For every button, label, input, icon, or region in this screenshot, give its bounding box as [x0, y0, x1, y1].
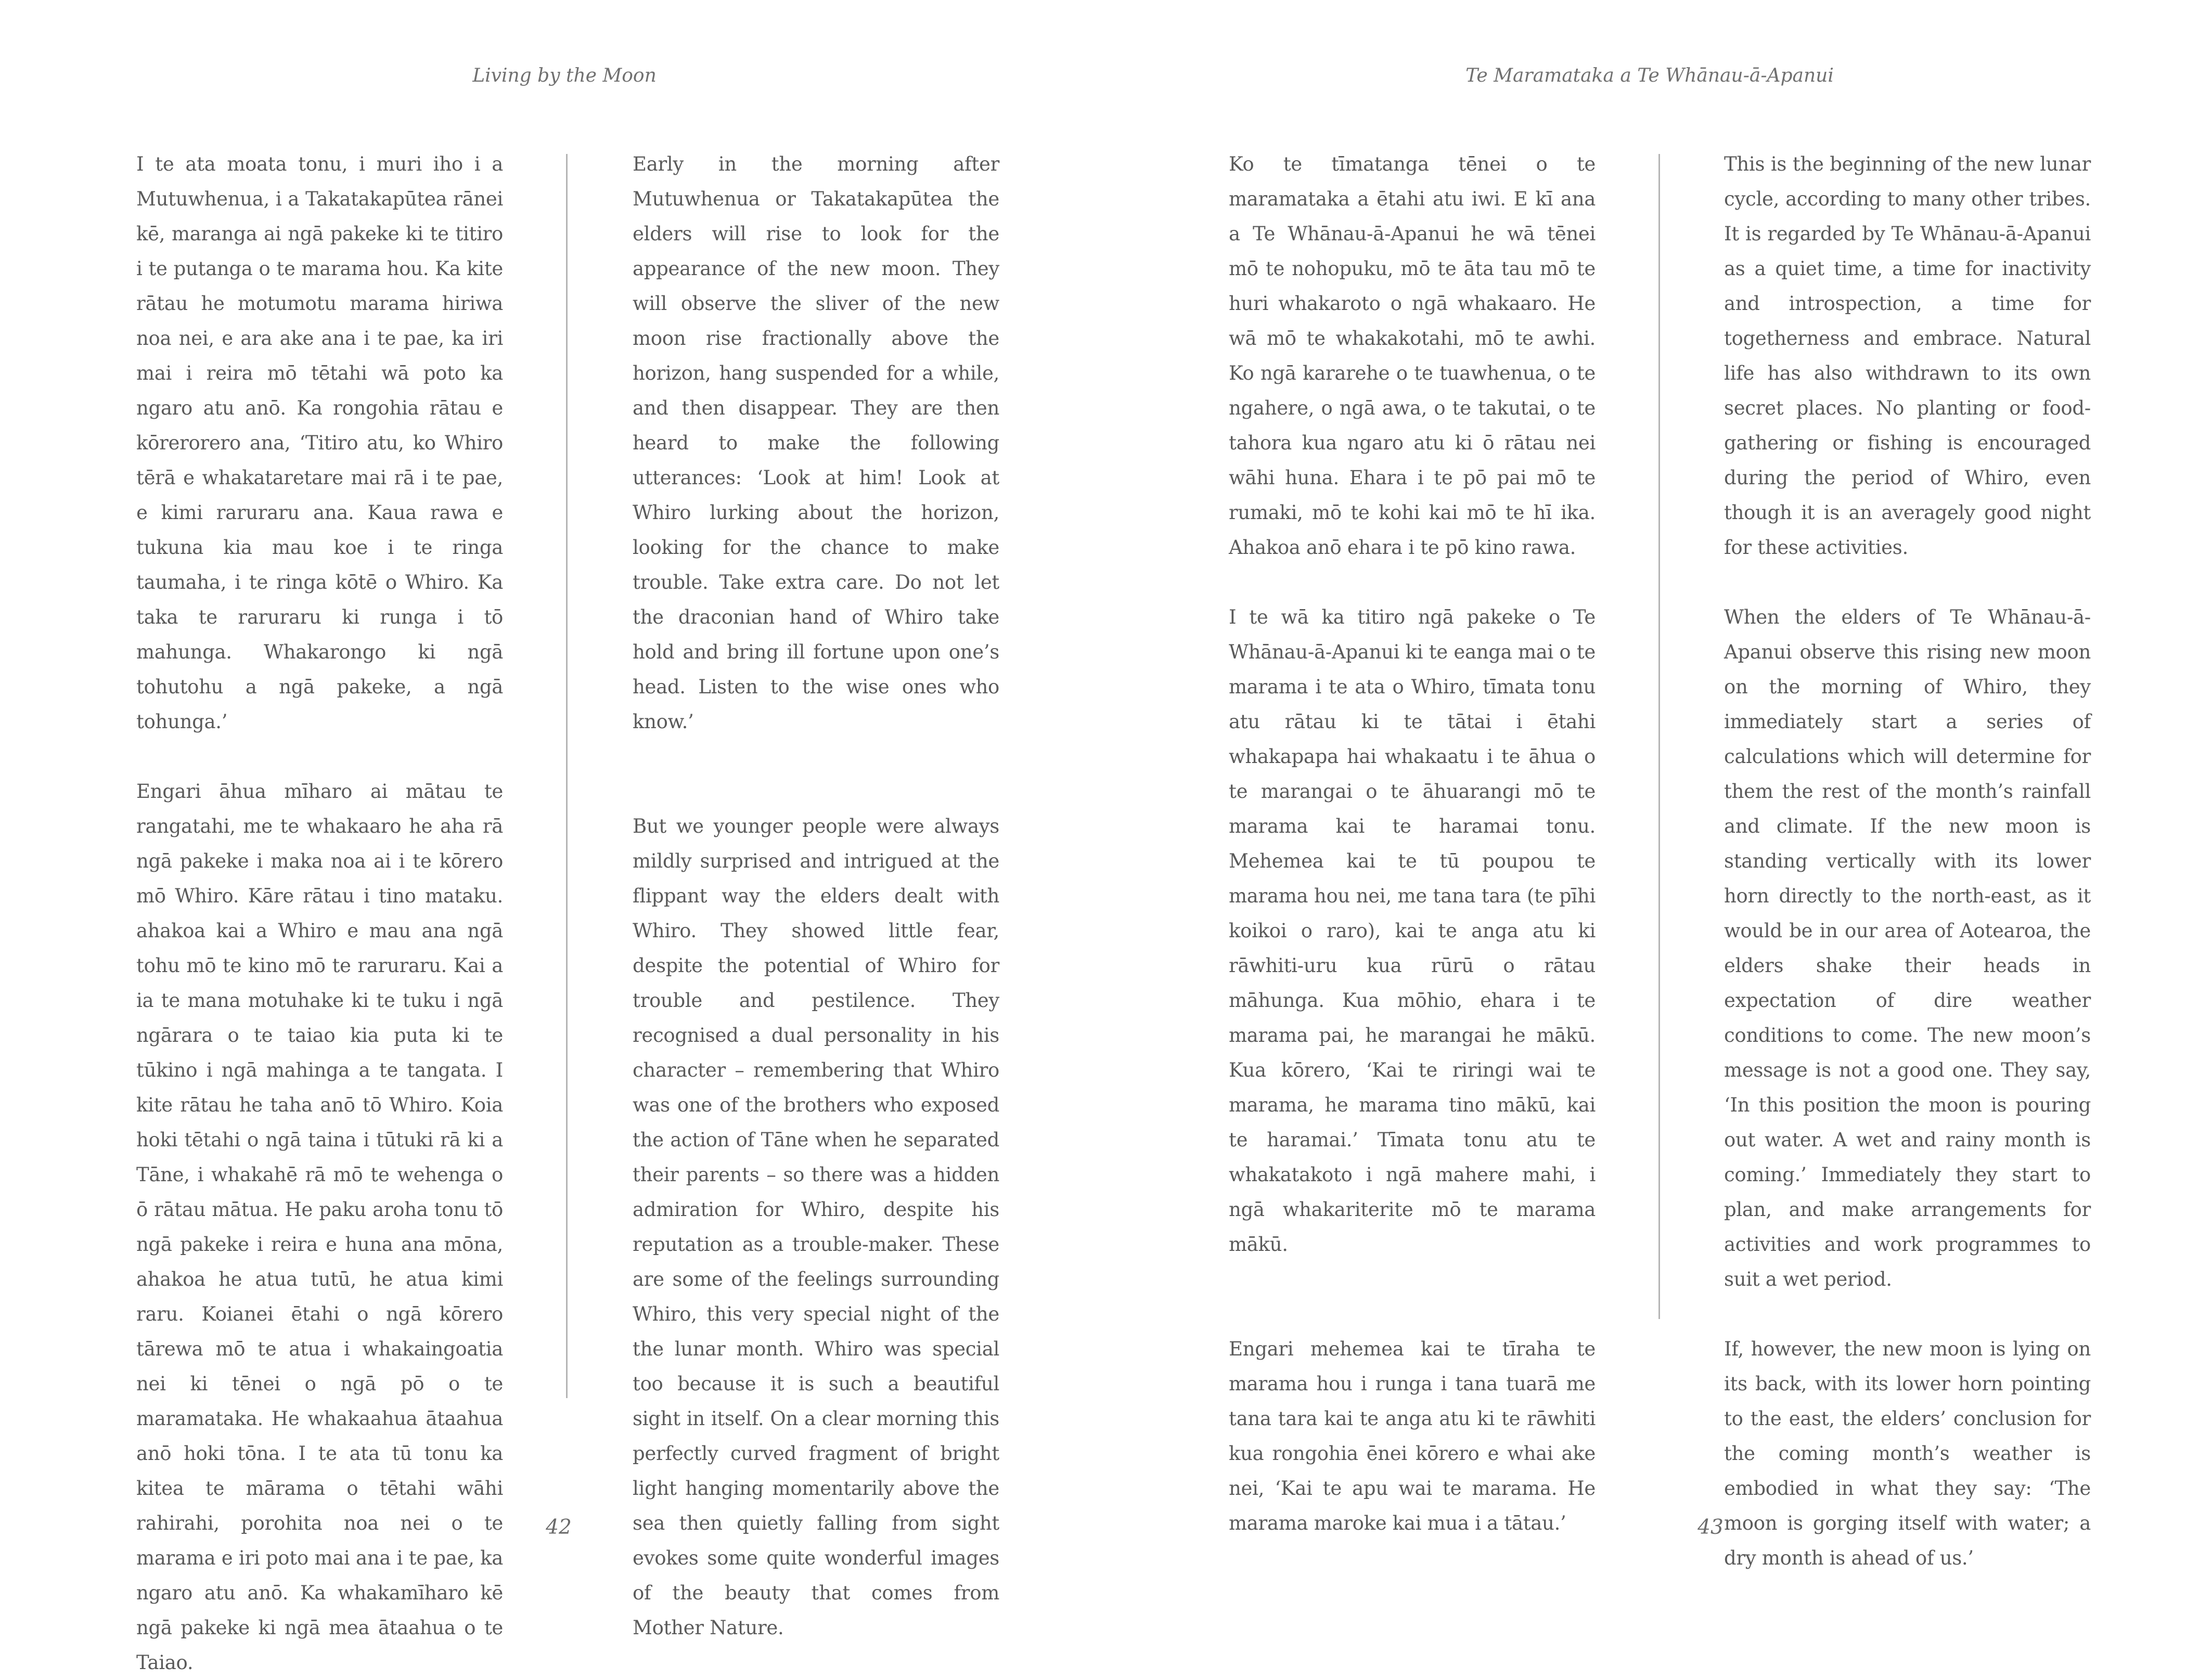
paragraph: This is the beginning of the new lunar cycle, according to many other tribes. It is regarded by Te Whānau-ā-Apanui as a quiet time, a time for inactivity and introspection, a time for togetherness and embrace. Natural life has also withdrawn to its own secret places. No planting or food-gathering or fishing is encouraged during the period of Whiro, even though it is an averagely good night for these activities.	[1724, 153, 2091, 559]
paragraph: Early in the morning after Mutuwhenua or Takatakapūtea the elders will rise to look for the appearance of the new moon. They will observe the sliver of the new moon rise fractionally above the horizon, hang suspended for a while, and then disappear. They are then heard to make the following utterances: ‘Look at him! Look at Whiro lurking about the horizon, looking for the chance to make trouble. Take extra care. Do not let the draconian hand of Whiro take hold and bring ill fortune upon one’s head. Listen to the wise ones who know.’	[633, 153, 999, 733]
maori-column-left	[136, 147, 503, 1680]
english-column-right	[1724, 147, 2091, 1575]
page-number-right: 43	[1697, 1516, 1724, 1539]
running-head-left: Living by the Moon	[472, 65, 657, 86]
maori-column-right	[1229, 147, 1596, 1541]
paragraph: Ko te tīmatanga tēnei o te maramataka a ētahi atu iwi. E kī ana a Te Whānau-ā-Apanui he wā tēnei mō te nohopuku, mō te āta tau mō te huri whakaroto o ngā whakaaro. He wā mō te whakakotahi, mō te awhi. Ko ngā kararehe o te tuawhenua, o te ngahere, o ngā awa, o te takutai, o te tahora kua ngaro atu ki ō rātau nei wāhi huna. Ehara i te pō pai mō te rumaki, mō te kohi kai mō te hī ika. Ahakoa anō ehara i te pō kino rawa.	[1229, 153, 1596, 559]
paragraph: But we younger people were always mildly surprised and intrigued at the flippant way the elders dealt with Whiro. They showed little fear, despite the potential of Whiro for trouble and pestilence. They recognised a dual personality in his character – remembering that Whiro was one of the brothers who exposed the action of Tāne when he separated their parents – so there was a hidden admiration for Whiro, despite his reputation as a trouble-maker. These are some of the feelings surrounding Whiro, this very special night of the the lunar month. Whiro was special too because it is such a beautiful sight in itself. On a clear morning this perfectly curved fragment of bright light hanging momentarily above the sea then quietly falling from sight evokes some quite wonderful images of the beauty that comes from Mother Nature.	[633, 815, 999, 1639]
right-page	[1106, 0, 2212, 1597]
paragraph: Engari mehemea kai te tīraha te marama hou i runga i tana tuarā me tana tara kai te anga atu ki te rāwhiti kua rongohia ēnei kōrero e whai ake nei, ‘Kai te apu wai te marama. He marama maroke kai mua i a tātau.’	[1229, 1338, 1596, 1534]
page-number-left: 42	[546, 1516, 572, 1539]
paragraph: I te ata moata tonu, i muri iho i a Mutuwhenua, i a Takatakapūtea rānei kē, maranga ai ngā pakeke ki te titiro i te putanga o te marama hou. Ka kite rātau he motumotu marama hiriwa noa nei, e ara ake ana i te pae, ka iri mai i reira mō tētahi wā poto ka ngaro atu anō. Ka rongohia rātau e kōrerorero ana, ‘Titiro atu, ko Whiro tērā e whakataretare mai rā i te pae, e kimi raruraru ana. Kaua rawa e tukuna kia mau koe i te ringa taumaha, i te ringa kōtē o Whiro. Ka taka te raruraru ki runga i tō mahunga. Whakarongo ki ngā tohutohu a ngā pakeke, a ngā tohunga.’	[136, 153, 503, 733]
left-page	[0, 0, 1106, 1674]
column-divider-right	[1658, 154, 1660, 1319]
paragraph: I te wā ka titiro ngā pakeke o Te Whānau-ā-Apanui ki te eanga mai o te marama i te ata o Whiro, tīmata tonu atu rātau ki te tātai i ētahi whakapapa hai whakaatu i te āhua o te marangai o te āhuarangi mō te marama kai te haramai tonu. Mehemea kai te tū poupou te marama hou nei, me tana tara (te pīhi koikoi o raro), kai te anga atu ki rāwhiti-uru kua rūrū o rātau māhunga. Kua mōhio, ehara i te marama pai, he marangai he mākū. Kua kōrero, ‘Kai te riringi wai te marama, he marama tino mākū, kai te haramai.’ Tīmata tonu atu te whakatakoto i ngā mahere mahi, i ngā whakariterite mō te marama mākū.	[1229, 606, 1596, 1256]
paragraph: When the elders of Te Whānau-ā-Apanui observe this rising new moon on the morning of Whiro, they immediately start a series of calculations which will determine for them the rest of the month’s rainfall and climate. If the new moon is standing vertically with its lower horn directly to the north-east, as it would be in our area of Aotearoa, the elders shake their heads in expectation of dire weather conditions to come. The new moon’s message is not a good one. They say, ‘In this position the moon is pouring out water. A wet and rainy month is coming.’ Immediately they start to plan, and make arrangements for activities and work programmes to suit a wet period.	[1724, 606, 2091, 1290]
english-column-left	[633, 147, 999, 1645]
paragraph: Engari āhua mīharo ai mātau te rangatahi, me te whakaaro he aha rā ngā pakeke i maka noa ai i te kōrero mō Whiro. Kāre rātau i tino mataku. ahakoa kai a Whiro e mau ana ngā tohu mō te kino mō te raruraru. Kai a ia te mana motuhake ki te tuku i ngā ngārara o te taiao kia puta ki te tūkino i ngā mahinga a te tangata. I kite rātau he taha anō tō Whiro. Koia hoki tētahi o ngā taina i tūtuki rā ki a Tāne, i whakahē rā mō te wehenga o ō rātau mātua. He paku aroha tonu tō ngā pakeke i reira e huna ana mōna, ahakoa he atua tutū, he atua kimi raru. Koianei ētahi o ngā kōrero tārewa mō te atua i whakaingoatia nei ki tēnei o ngā pō o te maramataka. He whakaahua ātaahua anō hoki tōna. I te ata tū tonu ka kitea te mārama o tētahi wāhi rahirahi, porohita noa nei o te marama e iri poto mai ana i te pae, ka ngaro atu anō. Ka whakamīharo kē ngā pakeke ki ngā mea ātaahua o te Taiao.	[136, 780, 503, 1674]
running-head-right: Te Maramataka a Te Whānau-ā-Apanui	[1465, 65, 1834, 86]
column-divider-left	[566, 154, 568, 1398]
paragraph: If, however, the new moon is lying on its back, with its lower horn pointing to the east, the elders’ conclusion for the coming month’s weather is embodied in what they say: ‘The moon is gorging itself with water; a dry month is ahead of us.’	[1724, 1338, 2091, 1569]
